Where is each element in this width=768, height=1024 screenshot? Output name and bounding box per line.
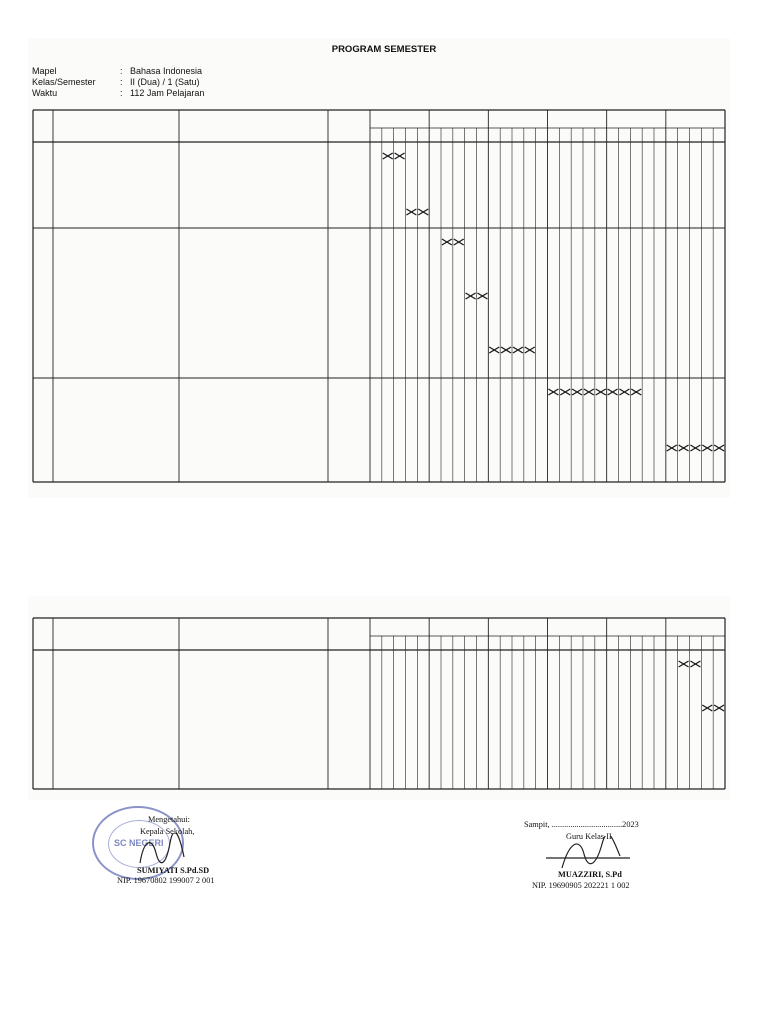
- schedule-mark: [702, 705, 712, 711]
- school-stamp: SC NEGERI: [92, 806, 184, 880]
- right-signature-nip: NIP. 19690905 202221 1 002: [532, 881, 630, 890]
- schedule-mark: [714, 705, 724, 711]
- schedule-mark: [679, 661, 689, 667]
- left-signature-name: SUMIYATI S.Pd.SD: [137, 866, 210, 875]
- left-signature-nip: NIP. 19670802 199007 2 001: [117, 876, 215, 885]
- left-signature-scribble: [132, 833, 192, 869]
- document-title: PROGRAM SEMESTER: [331, 44, 437, 55]
- right-signature-scribble: [540, 836, 634, 872]
- schedule-mark: [690, 661, 700, 667]
- left-signature-line2: Kepala Sekolah,: [140, 827, 195, 836]
- right-signature-line1: Sampit, ..................................2023: [524, 820, 639, 829]
- meta-row: Kelas/Semester : II (Dua) / 1 (Satu): [32, 77, 200, 87]
- meta-row: Mapel : Bahasa Indonesia: [32, 66, 203, 76]
- left-signature-line1: Mengetahui:: [148, 815, 190, 824]
- right-signature-line2: Guru Kelas II: [566, 832, 612, 841]
- right-signature-name: MUAZZIRI, S.Pd: [558, 870, 622, 879]
- meta-row: Waktu : 112 Jam Pelajaran: [32, 88, 205, 98]
